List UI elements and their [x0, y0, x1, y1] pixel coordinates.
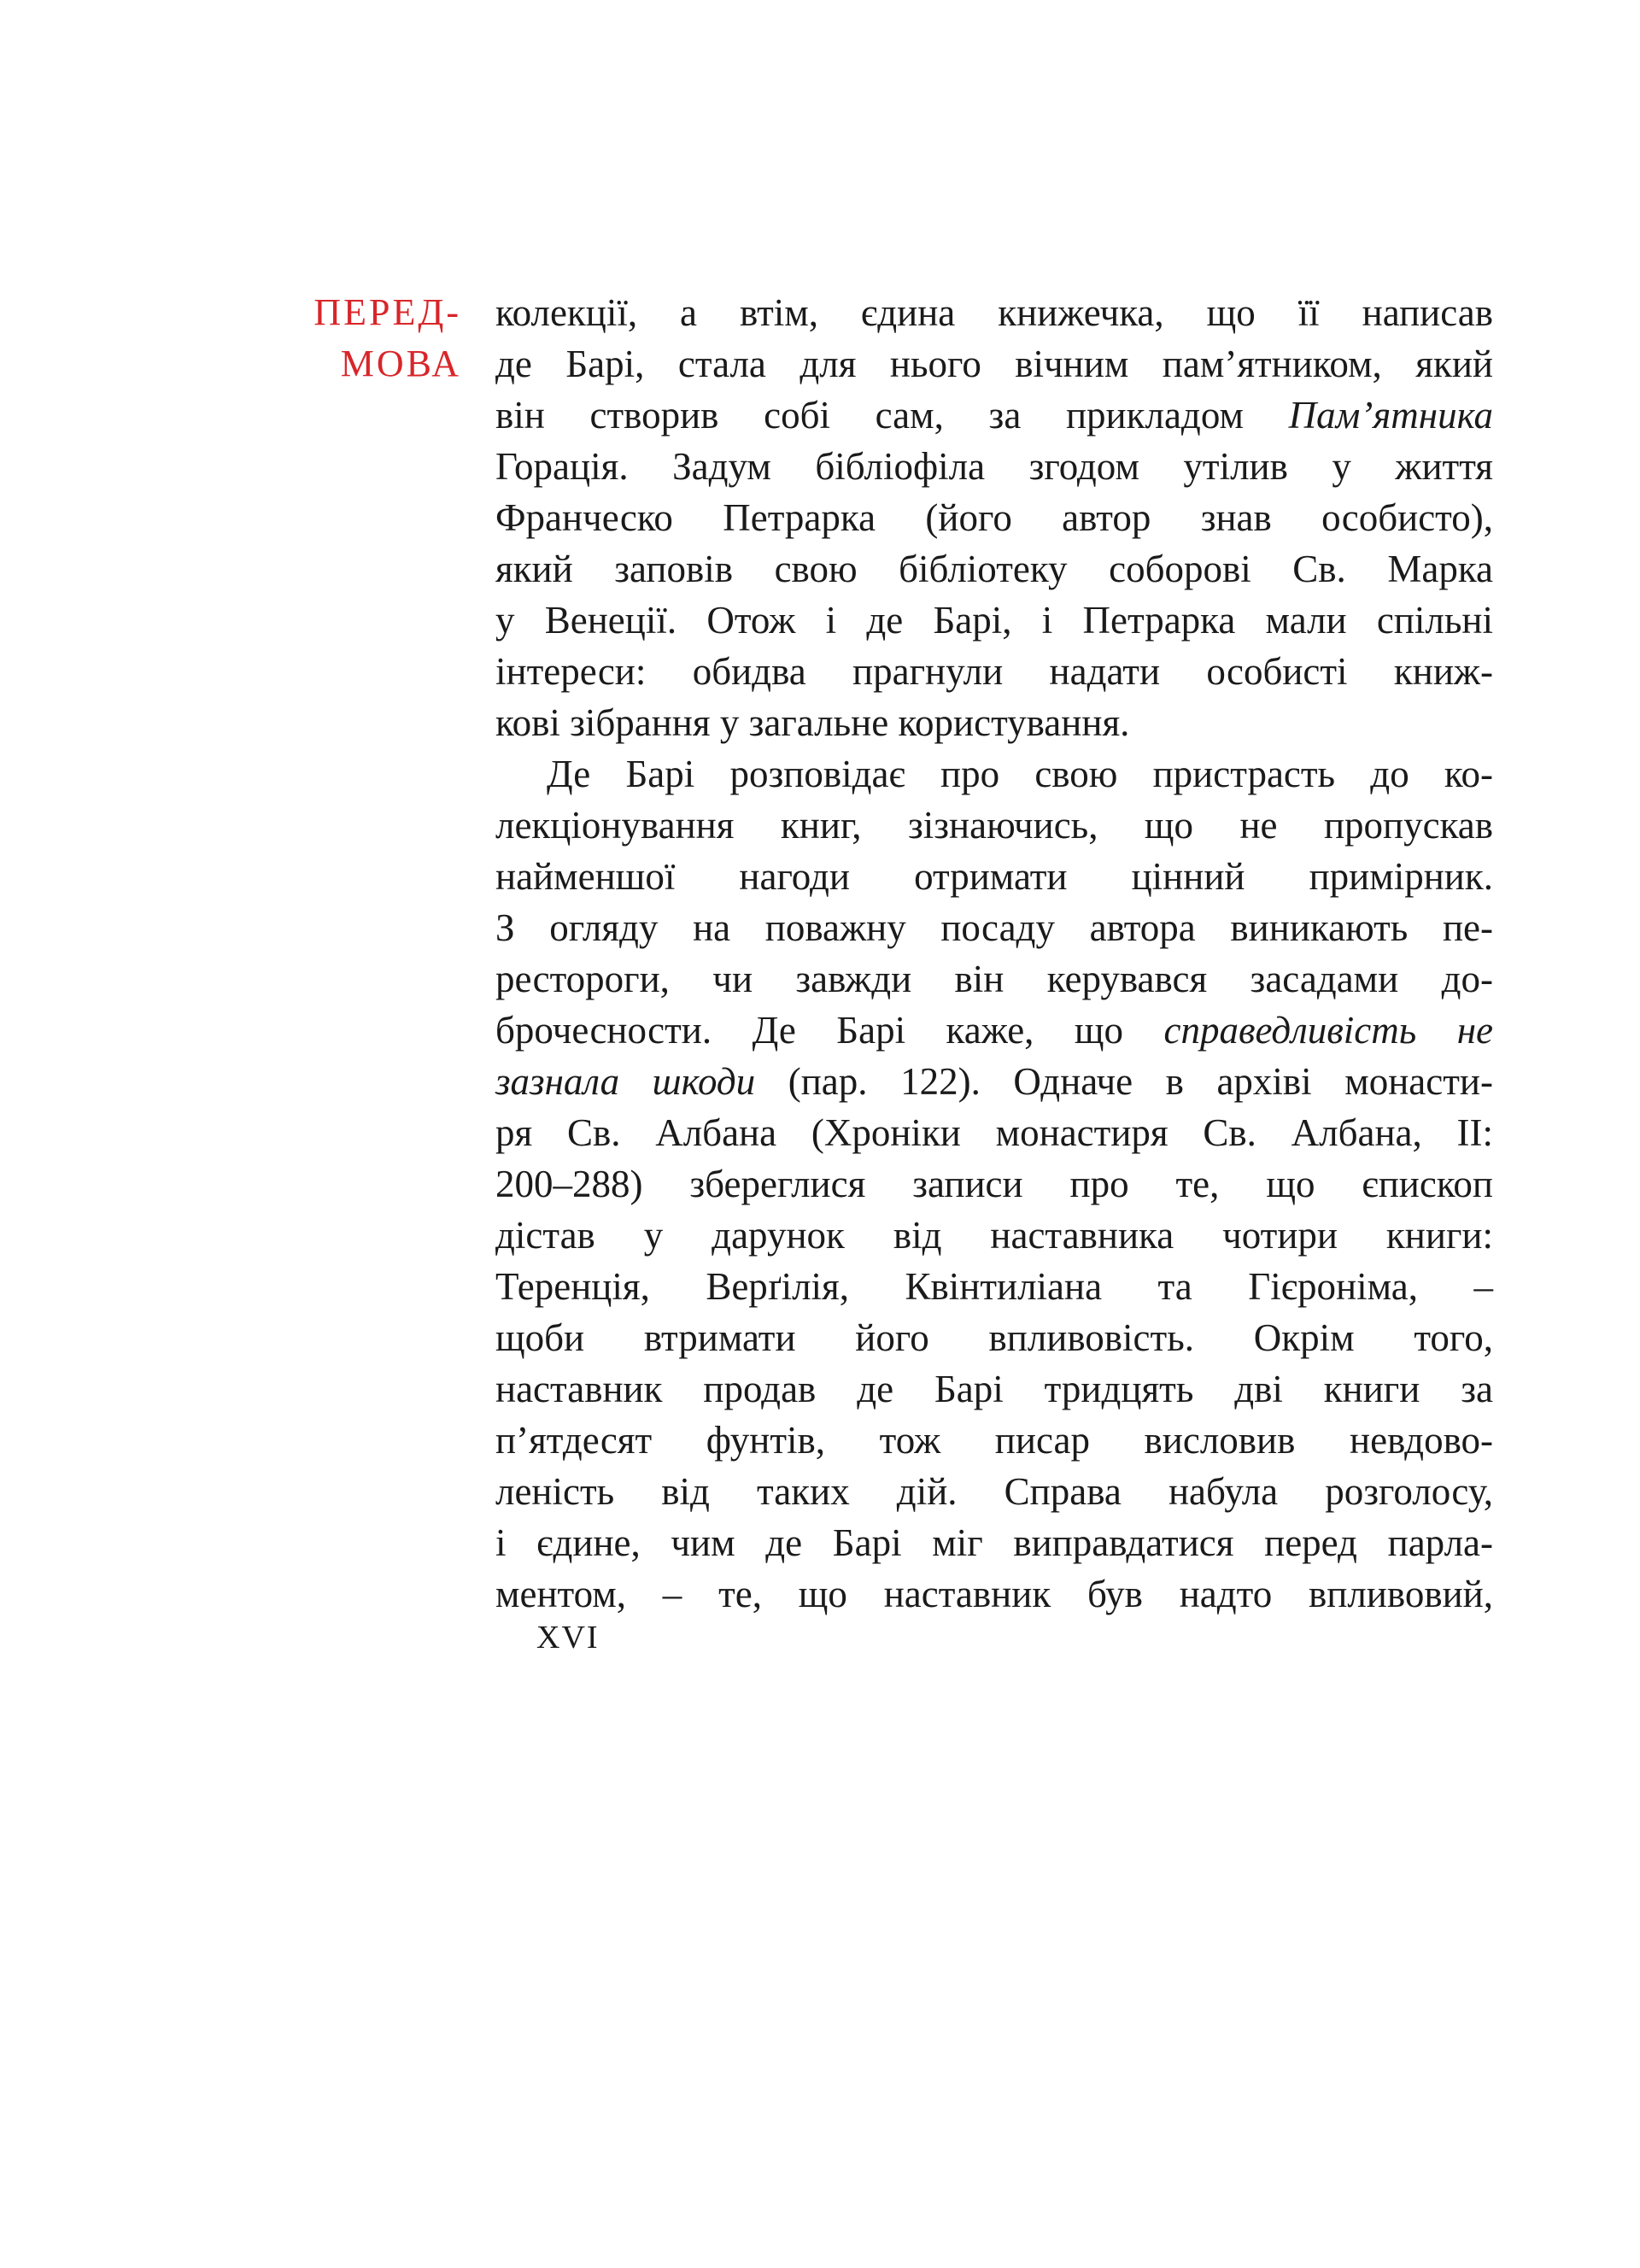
- section-heading-line-2: МОВА: [340, 343, 461, 384]
- body-text: [495, 287, 1493, 1620]
- text-run: він створив собі сам, за прикладом: [495, 394, 1289, 437]
- text-line: лекціонування книг, зізнаючись, що не пропускав: [495, 804, 1493, 847]
- text-line: кові зібрання у загальне користування.: [495, 701, 1130, 744]
- italic-quote: справедливість не: [1163, 1009, 1493, 1052]
- text-line: Горація. Задум бібліофіла згодом утілив у життя: [495, 445, 1493, 488]
- text-line: і єдине, чим де Барі міг виправдатися перед парла-: [495, 1521, 1493, 1564]
- paragraph-start-line: Де Барі розповідає про свою пристрасть до ко-: [547, 753, 1493, 795]
- italic-title: Пам’ятника: [1288, 394, 1493, 437]
- text-run: (пар. 122). Одначе в архіві монасти-: [755, 1060, 1493, 1103]
- italic-quote: зазнала шкоди: [495, 1060, 756, 1103]
- section-heading-line-1: ПЕРЕД-: [313, 291, 461, 333]
- text-line: у Венеції. Отож і де Барі, і Петрарка мали спільні: [495, 599, 1493, 642]
- text-line: ря Св. Албана (Хроніки монастиря Св. Албана, II:: [495, 1111, 1493, 1154]
- text-line: інтереси: обидва прагнули надати особисті книж-: [495, 650, 1493, 693]
- text-line: дістав у дарунок від наставника чотири книги:: [495, 1214, 1493, 1257]
- text-line: [495, 1005, 1493, 1056]
- text-line: 200–288) збереглися записи про те, що єпископ: [495, 1163, 1493, 1205]
- page-number: XVI: [536, 1620, 600, 1656]
- text-line: З огляду на поважну посаду автора виникають пе-: [495, 906, 1493, 949]
- text-line: щоби втримати його впливовість. Окрім того,: [495, 1316, 1493, 1359]
- text-line: п’ятдесят фунтів, тож писар висловив невдово-: [495, 1419, 1493, 1462]
- text-line: колекції, а втім, єдина книжечка, що її написав: [495, 291, 1493, 334]
- text-line: Теренція, Верґілія, Квінтиліана та Гієроніма, –: [495, 1265, 1493, 1308]
- text-line: [495, 1056, 1493, 1107]
- text-line: рестороги, чи завжди він керувався засадами до-: [495, 958, 1493, 1000]
- text-line: який заповів свою бібліотеку соборові Св. Марка: [495, 548, 1493, 590]
- section-heading: [256, 287, 461, 390]
- text-line: де Барі, стала для нього вічним пам’ятником, який: [495, 343, 1493, 385]
- text-line: леність від таких дій. Справа набула розголосу,: [495, 1470, 1493, 1513]
- text-line: Франческо Петрарка (його автор знав особисто),: [495, 496, 1493, 539]
- text-run: брочесности. Де Барі каже, що: [495, 1009, 1164, 1052]
- text-line: [495, 390, 1493, 441]
- text-line: ментом, – те, що наставник був надто впливовий,: [495, 1573, 1493, 1615]
- text-line: наставник продав де Барі тридцять дві книги за: [495, 1368, 1493, 1410]
- text-line: найменшої нагоди отримати цінний примірник.: [495, 855, 1493, 898]
